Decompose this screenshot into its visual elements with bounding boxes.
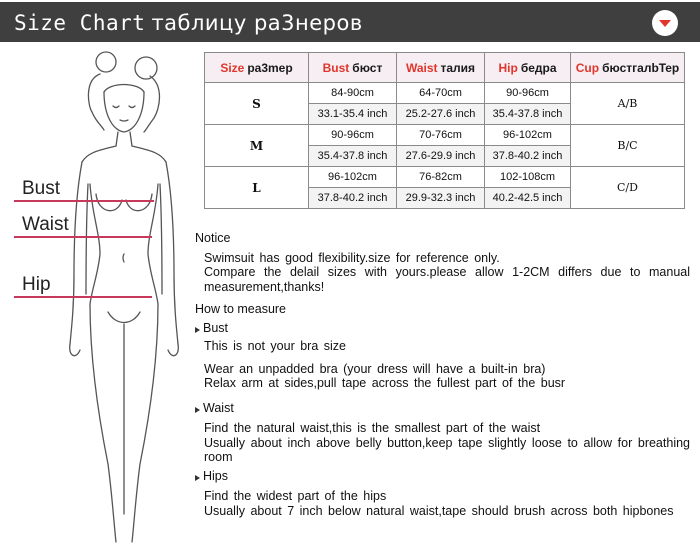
header-cup: Cup бюстгалbTep (571, 53, 685, 83)
hip-cm: 102-108cm (485, 167, 571, 188)
section-hips-title: Hips (195, 469, 690, 484)
waist-line-1: Find the natural waist,this is the smallest part of the waist (204, 421, 541, 435)
arrow-icon (195, 327, 200, 333)
bust-inch: 35.4-37.8 inch (309, 146, 397, 167)
waist-inch: 27.6-29.9 inch (397, 146, 485, 167)
arrow-icon (195, 407, 200, 413)
bust-cm: 84-90cm (309, 83, 397, 104)
hip-inch: 37.8-40.2 inch (485, 146, 571, 167)
notice-line: Swimsuit has good flexibility.size for reference only. (204, 250, 500, 265)
section-bust-title: Bust (195, 321, 690, 336)
bust-inch: 37.8-40.2 inch (309, 188, 397, 209)
table-row (205, 83, 685, 104)
arrow-icon (195, 475, 200, 481)
chevron-down-icon[interactable] (652, 10, 678, 36)
waist-inch: 29.9-32.3 inch (397, 188, 485, 209)
header-hip: Hip бедра (485, 53, 571, 83)
hip-cm: 90-96cm (485, 83, 571, 104)
label-bust: Bust (22, 178, 61, 199)
notes-section (195, 231, 690, 518)
title-latin: Size Chart (14, 11, 146, 35)
page-title (14, 11, 363, 36)
table-row (205, 125, 685, 146)
hips-line-1: Find the widest part of the hips (204, 489, 387, 503)
bust-line-2: Wear an unpadded bra (your dress will have a built-in bra) (204, 361, 546, 376)
bust-cm: 90-96cm (309, 125, 397, 146)
bust-cm: 96-102cm (309, 167, 397, 188)
table-row (205, 167, 685, 188)
hips-line-2: Usually about 7 inch below natural waist,tape should brush across both hipbones (204, 503, 674, 518)
cup-value: A/B (571, 83, 685, 125)
cup-value: B/C (571, 125, 685, 167)
section-waist-title: Waist (195, 401, 690, 416)
waist-inch: 25.2-27.6 inch (397, 104, 485, 125)
label-hip: Hip (22, 274, 51, 295)
header-waist: Waist талия (397, 53, 485, 83)
label-waist: Waist (22, 214, 69, 235)
header-bust: Bust бюст (309, 53, 397, 83)
size-m: M (205, 125, 309, 167)
bust-inch: 33.1-35.4 inch (309, 104, 397, 125)
table-header-row (205, 53, 685, 83)
hip-inch: 40.2-42.5 inch (485, 188, 571, 209)
hip-line (14, 296, 152, 298)
hip-inch: 35.4-37.8 inch (485, 104, 571, 125)
bust-line-3: Relax arm at sides,pull tape across the fullest part of the busr (204, 376, 566, 390)
size-chart-table (204, 52, 685, 209)
bust-line-1: This is not your bra size (204, 339, 346, 353)
hip-cm: 96-102cm (485, 125, 571, 146)
cup-value: C/D (571, 167, 685, 209)
size-s: S (205, 83, 309, 125)
how-to-heading: How to measure (195, 302, 287, 316)
notice-heading: Notice (195, 231, 231, 245)
notice-line: Compare the delail sizes with yours.please allow 1-2CM differs due to manual measurement,thanks! (204, 265, 690, 294)
bust-line (14, 200, 154, 202)
waist-cm: 64-70cm (397, 83, 485, 104)
waist-cm: 76-82cm (397, 167, 485, 188)
body-figure (0, 44, 195, 544)
size-l: L (205, 167, 309, 209)
title-cyrillic: таблицу ра3неров (151, 11, 363, 35)
header-bar (0, 2, 700, 42)
waist-line-2: Usually about inch above belly button,keep tape slightly loose to allow for breathing room (204, 435, 690, 464)
waist-line (14, 236, 152, 238)
waist-cm: 70-76cm (397, 125, 485, 146)
header (0, 0, 700, 44)
header-size: Size pa3mep (205, 53, 309, 83)
